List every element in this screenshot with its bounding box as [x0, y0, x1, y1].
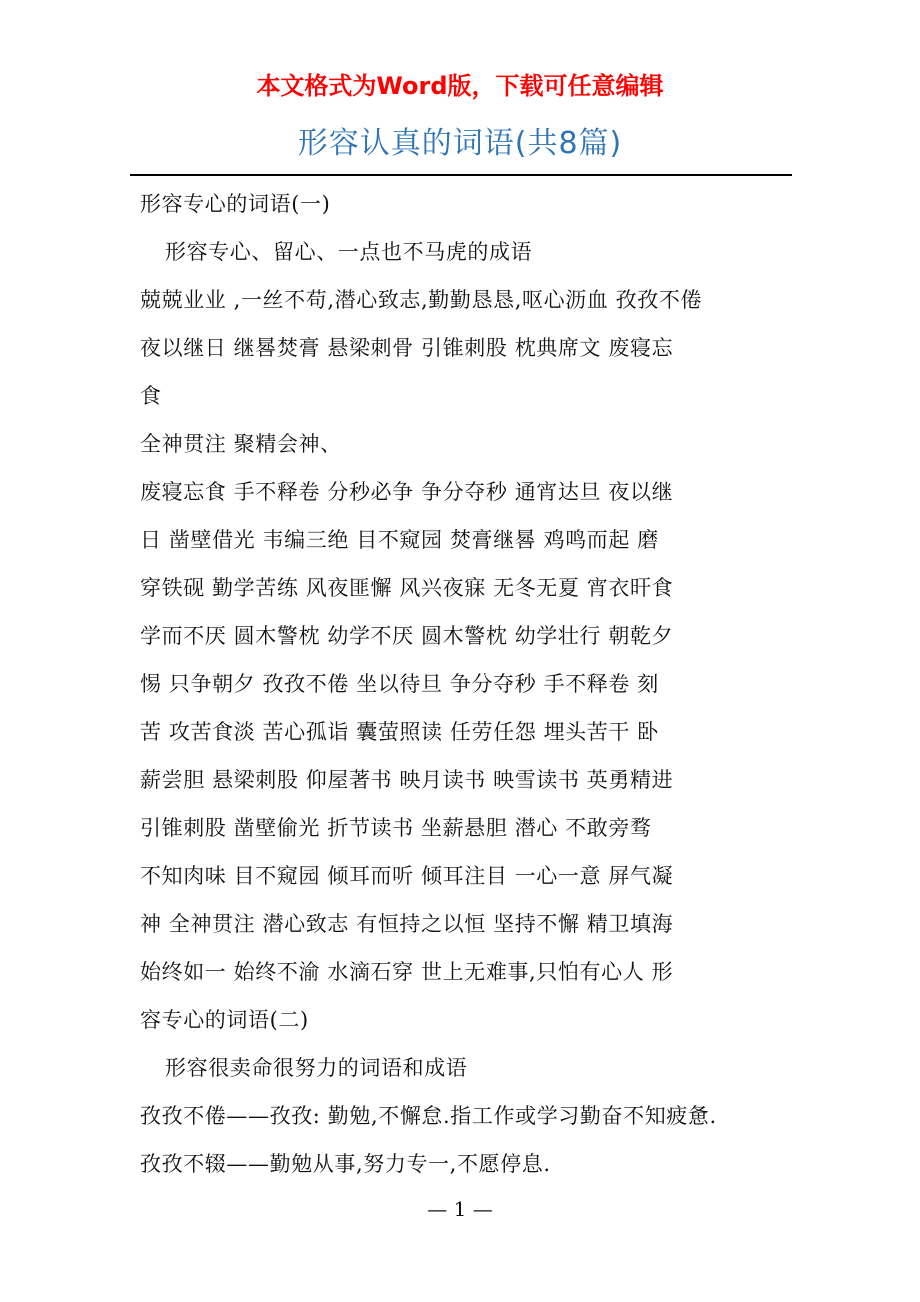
header-divider — [130, 174, 792, 176]
body-line: 容专心的词语(二) — [140, 1008, 309, 1032]
body-line: 苦 攻苦食淡 苦心孤诣 囊萤照读 任劳任怨 埋头苦干 卧 — [140, 720, 659, 744]
body-line: 学而不厌 圆木警枕 幼学不厌 圆木警枕 幼学壮行 朝乾夕 — [140, 624, 674, 648]
subheading: 形容专心、留心、一点也不马虎的成语 — [165, 240, 533, 264]
body-line: 惕 只争朝夕 孜孜不倦 坐以待旦 争分夺秒 手不释卷 刻 — [140, 672, 659, 696]
body-line: 始终如一 始终不渝 水滴石穿 世上无难事,只怕有心人 形 — [140, 960, 674, 984]
body-line: 引锥刺股 凿壁偷光 折节读书 坐薪悬胆 潜心 不敢旁骛 — [140, 816, 652, 840]
body-line: 废寝忘食 手不释卷 分秒必争 争分夺秒 通宵达旦 夜以继 — [140, 480, 674, 504]
format-notice: 本文格式为Word版，下载可任意编辑 — [256, 72, 664, 100]
body-line: 夜以继日 继晷焚膏 悬梁刺骨 引锥刺股 枕典席文 废寝忘 — [140, 336, 674, 360]
section-heading: 形容专心的词语(一) — [140, 192, 331, 216]
document-body — [140, 180, 785, 1188]
document-title: 形容认真的词语(共8篇) — [297, 126, 623, 161]
body-line: 兢兢业业 ,一丝不苟,潜心致志,勤勤恳恳,呕心沥血 孜孜不倦 — [140, 288, 703, 312]
body-line: 穿铁砚 勤学苦练 风夜匪懈 风兴夜寐 无冬无夏 宵衣旰食 — [140, 576, 674, 600]
body-line: 孜孜不辍——勤勉从事,努力专一,不愿停息. — [140, 1152, 551, 1176]
body-line: 食 — [140, 384, 162, 408]
body-line: 薪尝胆 悬梁刺股 仰屋著书 映月读书 映雪读书 英勇精进 — [140, 768, 674, 792]
body-line: 日 凿壁借光 韦编三绝 目不窥园 焚膏继晷 鸡鸣而起 磨 — [140, 528, 659, 552]
page-number: — 1 — — [427, 1197, 493, 1221]
body-line: 不知肉味 目不窥园 倾耳而听 倾耳注目 一心一意 屏气凝 — [140, 864, 674, 888]
body-line: 神 全神贯注 潜心致志 有恒持之以恒 坚持不懈 精卫填海 — [140, 912, 674, 936]
body-line: 孜孜不倦——孜孜: 勤勉,不懈怠.指工作或学习勤奋不知疲惫. — [140, 1104, 717, 1128]
body-line: 全神贯注 聚精会神、 — [140, 432, 342, 456]
subheading: 形容很卖命很努力的词语和成语 — [165, 1056, 468, 1080]
